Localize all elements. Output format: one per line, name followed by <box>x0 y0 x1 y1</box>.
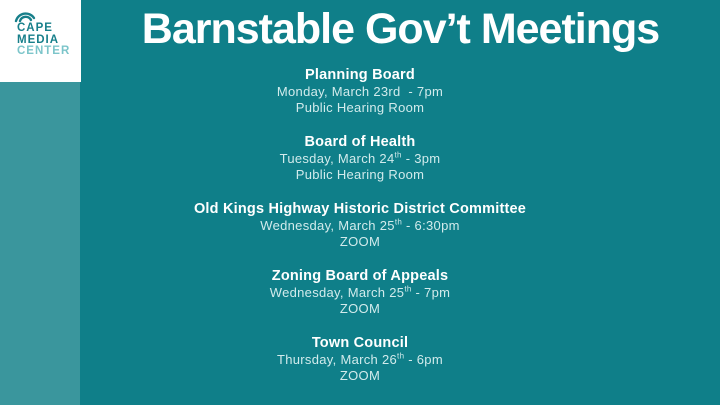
meeting-name: Zoning Board of Appeals <box>271 268 449 284</box>
meeting-entry <box>0 201 720 250</box>
date-text: Wednesday, March 25 <box>260 218 395 233</box>
logo-text-center: CENTER <box>17 45 71 57</box>
logo-text-cape: CAPE <box>17 22 53 34</box>
time-text: - 6pm <box>404 352 443 367</box>
meeting-name: Board of Health <box>304 134 416 150</box>
date-text: Wednesday, March 25 <box>269 285 405 300</box>
meeting-name: Old Kings Highway Historic District Committee <box>193 201 527 217</box>
meetings-list <box>0 67 720 402</box>
time-text: - 6:30pm <box>402 218 460 233</box>
date-ordinal-suffix: th <box>394 217 403 227</box>
meeting-entry <box>0 134 720 183</box>
meeting-entry <box>0 335 720 384</box>
meeting-datetime <box>0 151 720 167</box>
date-text: Monday, March 23rd - 7pm <box>276 84 444 99</box>
meeting-datetime <box>0 285 720 301</box>
page-title: Barnstable Gov’t Meetings <box>141 5 660 53</box>
meeting-datetime <box>0 352 720 368</box>
meeting-location: Public Hearing Room <box>295 167 425 182</box>
meeting-location: ZOOM <box>339 368 381 383</box>
date-ordinal-suffix: th <box>394 150 402 160</box>
date-ordinal-suffix: th <box>404 284 412 294</box>
meeting-datetime <box>0 218 720 234</box>
meeting-name: Town Council <box>311 335 409 351</box>
meeting-entry <box>0 268 720 317</box>
meeting-location: ZOOM <box>339 301 381 316</box>
meeting-name: Planning Board <box>305 67 415 83</box>
date-ordinal-suffix: th <box>397 351 405 361</box>
meeting-location: ZOOM <box>339 234 381 249</box>
logo-text-media: MEDIA <box>17 33 60 46</box>
meeting-entry <box>0 67 720 116</box>
time-text: - 3pm <box>401 151 441 166</box>
meeting-location: Public Hearing Room <box>295 100 425 115</box>
time-text: - 7pm <box>411 285 451 300</box>
date-text: Thursday, March 26 <box>277 352 398 367</box>
meeting-datetime <box>0 84 720 100</box>
date-text: Tuesday, March 24 <box>279 151 395 166</box>
